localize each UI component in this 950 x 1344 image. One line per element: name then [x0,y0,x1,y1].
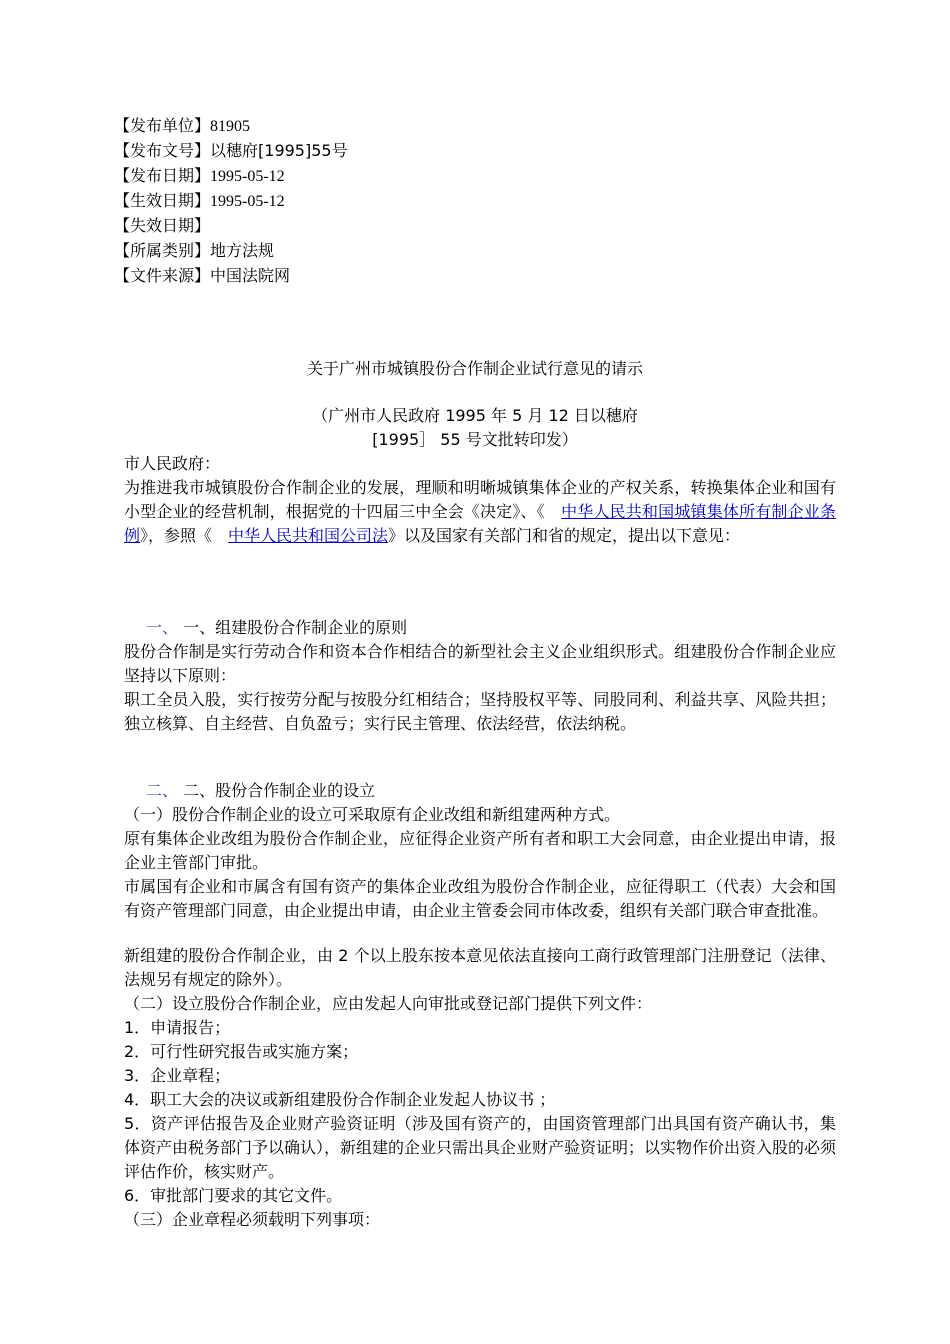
intro-paragraph [124,476,836,548]
meta-key: 【失效日期】 [114,216,211,235]
section-paragraph: 原有集体企业改组为股份合作制企业，应征得企业资产所有者和职工大会同意，由企业提出申请，报企业主管部门审批。 [124,829,836,872]
list-item: 2．可行性研究报告或实施方案； [124,1042,359,1061]
section-heading-text: 二、股份合作制企业的设立 [178,781,376,800]
meta-value: 中国法院网 [210,266,291,285]
meta-key: 【生效日期】 [114,191,211,210]
meta-key: 【发布文号】 [114,141,211,160]
section-heading [146,616,407,640]
section-paragraph: （三）企业章程必须载明下列事项： [124,1210,381,1229]
list-item: 4．职工大会的决议或新组建股份合作制企业发起人协议书 ； [124,1090,556,1109]
meta-key: 【发布日期】 [114,166,211,185]
link-company-law[interactable]: 中华人民共和国公司法 [228,526,389,545]
meta-key: 【文件来源】 [114,266,211,285]
document-subtitle: [1995］ 55 号文批转印发） [372,430,578,449]
intro-text: 》以及国家有关部门和省的规定，提出以下意见： [388,526,741,545]
meta-effective-date [114,189,285,214]
intro-text: 为推进我市城镇股份合作制企业的发展，理顺和明晰城镇集体企业的产权关系，转换集体企业和国有小型企业的经营机制，根据党的十四届三中全会《决定》、《 [124,478,836,521]
meta-doc-number [114,139,348,163]
section-paragraph: 新组建的股份合作制企业，由 2 个以上股东按本意见依法直接向工商行政管理部门注册登记（法律、法规另有规定的除外）。 [124,946,836,989]
section-heading-text: 一、组建股份合作制企业的原则 [178,618,408,637]
meta-value: 81905 [210,118,251,135]
meta-key: 【所属类别】 [114,241,211,260]
list-item: 5．资产评估报告及企业财产验资证明（涉及国有资产的，由国资管理部门出具国有资产确认书，集体资产由税务部门予以确认），新组建的企业只需出具企业财产验资证明；以实物作价出资入股的必须评估作价，核实财产。 [124,1114,837,1181]
list-item: 3．企业章程； [124,1066,231,1085]
section-paragraph: 市属国有企业和市属含有国有资产的集体企业改组为股份合作制企业，应征得职工（代表）大会和国有资产管理部门同意，由企业提出申请，由企业主管委会同市体改委，组织有关部门联合审查批准。 [124,877,836,920]
section-paragraph: 股份合作制是实行劳动合作和资本合作相结合的新型社会主义企业组织形式。组建股份合作制企业应坚持以下原则： [124,642,836,685]
meta-value: 1995-05-12 [210,193,285,210]
document-subtitle: （广州市人民政府 1995 年 5 月 12 日以穗府 [312,406,638,425]
meta-value: 1995-05-12 [210,168,285,185]
meta-value: 以穗府[1995]55号 [210,141,348,160]
meta-value: 地方法规 [210,241,275,260]
meta-publisher [114,114,250,139]
meta-source [114,264,290,288]
list-item: 1．申请报告； [124,1018,231,1037]
section-paragraph: （二）设立股份合作制企业，应由发起人向审批或登记部门提供下列文件： [124,994,653,1013]
list-item: 6．审批部门要求的其它文件。 [124,1186,343,1205]
meta-publish-date [114,164,285,189]
section-paragraph: （一）股份合作制企业的设立可采取原有企业改组和新组建两种方式。 [124,805,621,824]
document-title: 关于广州市城镇股份合作制企业试行意见的请示 [306,359,643,378]
section-paragraph: 职工全员入股，实行按劳分配与按股分红相结合；坚持股权平等、同股同利、利益共享、风险共担；独立核算、自主经营、自负盈亏；实行民主管理、依法经营，依法纳税。 [124,690,836,733]
section-heading [146,779,375,803]
section-number: 一、 [146,618,179,637]
meta-expiry-date [114,214,210,238]
section-number: 二、 [146,781,179,800]
salutation: 市人民政府： [124,454,221,473]
link-collective-enterprise-regulations[interactable]: 中华人民共和国城镇集体所有制企业条例 [124,502,836,545]
meta-category [114,239,274,263]
intro-text: 》，参照《 [140,526,229,545]
meta-key: 【发布单位】 [114,116,211,135]
